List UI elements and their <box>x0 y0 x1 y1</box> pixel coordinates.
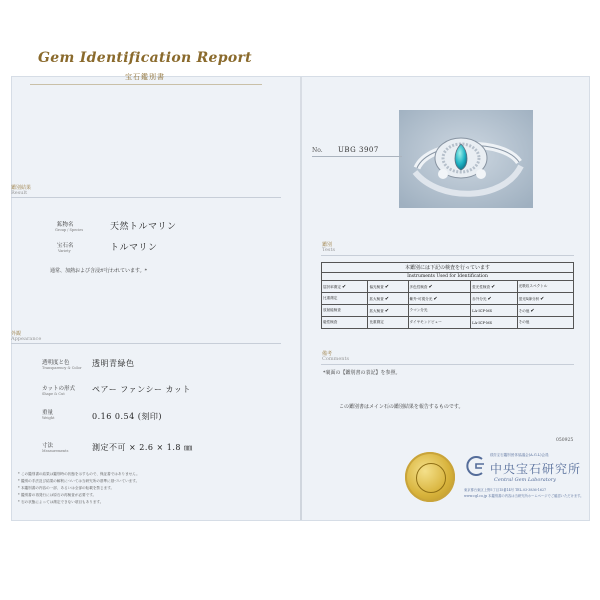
result-heading: 鑑別結果 Result <box>11 185 32 196</box>
remarks-line-2: この鑑別書はメイン石の鑑別結果を報告するものです。 <box>339 404 464 410</box>
footnote-5: * 石の状態によっては測定できない項目もあります。 <box>18 500 104 504</box>
check-icon: ✔ <box>530 307 535 314</box>
table-row <box>322 293 574 305</box>
test-cell: 屈折率測定✔ <box>322 281 368 293</box>
color-value: 透明青緑色 <box>92 359 135 368</box>
lab-address: 東京都台東区上野5丁目15番14号 TEL.03-3836-1627 <box>464 488 547 492</box>
appearance-heading: 外観 Appearance <box>11 331 42 342</box>
test-cell: その他 <box>517 317 573 329</box>
variety-value: トルマリン <box>110 243 158 253</box>
lab-web: www.cgl.co.jp 本鑑別書の内容は当研究所ホームページでご確認いただけます。 <box>464 494 584 498</box>
test-cell: 放射能検査 <box>322 305 368 317</box>
lab-membership: (財)宝石鑑別団体協議会(A.G.L)会員 <box>490 453 549 457</box>
footnote-2: * 鑑別の手法及び結果の解釈については当研究所の基準に基づいています。 <box>18 479 140 483</box>
treatment-note: 通常、加熱および含浸が行われています。* <box>50 268 148 274</box>
table-subtitle-row <box>322 273 574 281</box>
test-cell: 拡大検査✔ <box>368 293 408 305</box>
check-icon: ✔ <box>487 295 492 302</box>
table-row <box>322 281 574 293</box>
measure-label-en: Measurements <box>42 449 69 453</box>
weight-label-en: Weight <box>42 416 55 420</box>
tests-heading: 鑑別 Tests <box>322 242 336 253</box>
test-cell: 蛍光性検査✔ <box>471 281 517 293</box>
color-label-en: Transparency & Color <box>42 366 82 370</box>
check-icon: ✔ <box>433 295 438 302</box>
test-cell: 比重測定 <box>368 317 408 329</box>
test-cell: 比重測定 <box>322 293 368 305</box>
test-cell: 蛍光X線分析✔ <box>517 293 573 305</box>
gold-seal <box>405 452 455 502</box>
variety-label-en: Variety <box>58 249 71 253</box>
report-number-rule <box>312 156 402 157</box>
shape-value: ペアー ファンシー カット <box>92 385 191 394</box>
table-row <box>322 305 574 317</box>
check-icon: ✔ <box>384 283 390 290</box>
test-cell: 偏光検査✔ <box>368 281 408 293</box>
shape-label: カットの形式 <box>42 386 75 392</box>
report-title: Gem Identification Report <box>38 50 252 66</box>
tests-rule <box>321 255 574 256</box>
table-title-en: Instruments Used for Identification <box>322 273 574 281</box>
species-label: 鉱物名 <box>57 222 74 228</box>
cgl-logo-icon <box>462 455 488 477</box>
appearance-rule <box>11 343 281 344</box>
weight-label: 重量 <box>42 410 54 416</box>
measure-value: 測定不可 × 2.6 × 1.8 ㎜ <box>92 443 193 452</box>
table-title-row <box>322 263 574 273</box>
test-cell: ラマン分光 <box>408 305 471 317</box>
instruments-table <box>321 262 574 329</box>
test-cell: 多色性検査✔ <box>408 281 471 293</box>
test-cell: 赤外分光✔ <box>471 293 517 305</box>
weight-value: 0.16 0.54 (刻印) <box>92 412 162 421</box>
page-fold <box>300 77 302 520</box>
check-icon: ✔ <box>384 295 390 302</box>
check-icon: ✔ <box>428 283 433 290</box>
species-value: 天然トルマリン <box>110 222 177 232</box>
report-number: UBG 3907 <box>338 146 379 154</box>
report-subtitle: 宝石鑑別書 <box>125 73 165 81</box>
test-cell: 拡大検査✔ <box>368 305 408 317</box>
ref-code: 050925 <box>556 438 574 443</box>
color-label: 透明度と色 <box>42 360 70 366</box>
measure-label: 寸法 <box>42 443 54 449</box>
species-label-en: Group / Species <box>55 228 84 232</box>
test-cell: 光吸収スペクトル <box>517 281 573 293</box>
test-cell: 磁性検査 <box>322 317 368 329</box>
test-cell: ダイヤモンドビュー <box>408 317 471 329</box>
variety-label: 宝石名 <box>57 243 74 249</box>
shape-label-en: Shape & Cut <box>42 392 65 396</box>
remarks-rule <box>321 364 574 365</box>
test-cell: 紫外-可視分光✔ <box>408 293 471 305</box>
lab-name-jp: 中央宝石研究所 <box>490 462 582 476</box>
check-icon: ✔ <box>341 283 347 290</box>
report-number-label: No. <box>312 147 323 154</box>
check-icon: ✔ <box>384 307 390 314</box>
ring-image <box>399 110 533 208</box>
ring-photo <box>399 110 533 208</box>
test-cell: その他✔ <box>517 305 573 317</box>
result-rule <box>11 197 281 198</box>
test-cell: LA-ICP-MS <box>471 317 517 329</box>
test-cell: LA-ICP-MS <box>471 305 517 317</box>
table-row <box>322 317 574 329</box>
lab-name-en: Central Gem Laboratory <box>494 477 556 483</box>
table-title-jp: 本鑑別には下記の検査を行っています <box>322 263 574 273</box>
remarks-line-1: *裏面の【鑑別書の表記】を参照。 <box>323 370 401 376</box>
check-icon: ✔ <box>540 295 545 302</box>
footnote-3: * 本鑑別書の内容の一部、あるいは全部の転載を禁じます。 <box>18 486 115 490</box>
check-icon: ✔ <box>491 283 496 290</box>
footnote-4: * 鑑別書の再発行には原石の再検査が必要です。 <box>18 493 97 497</box>
title-divider <box>30 84 262 85</box>
footnote-1: * この鑑別書の結果は鑑別時の状態を示すもので、保証書ではありません。 <box>18 472 140 476</box>
remarks-heading: 備考 Comments <box>322 351 350 362</box>
